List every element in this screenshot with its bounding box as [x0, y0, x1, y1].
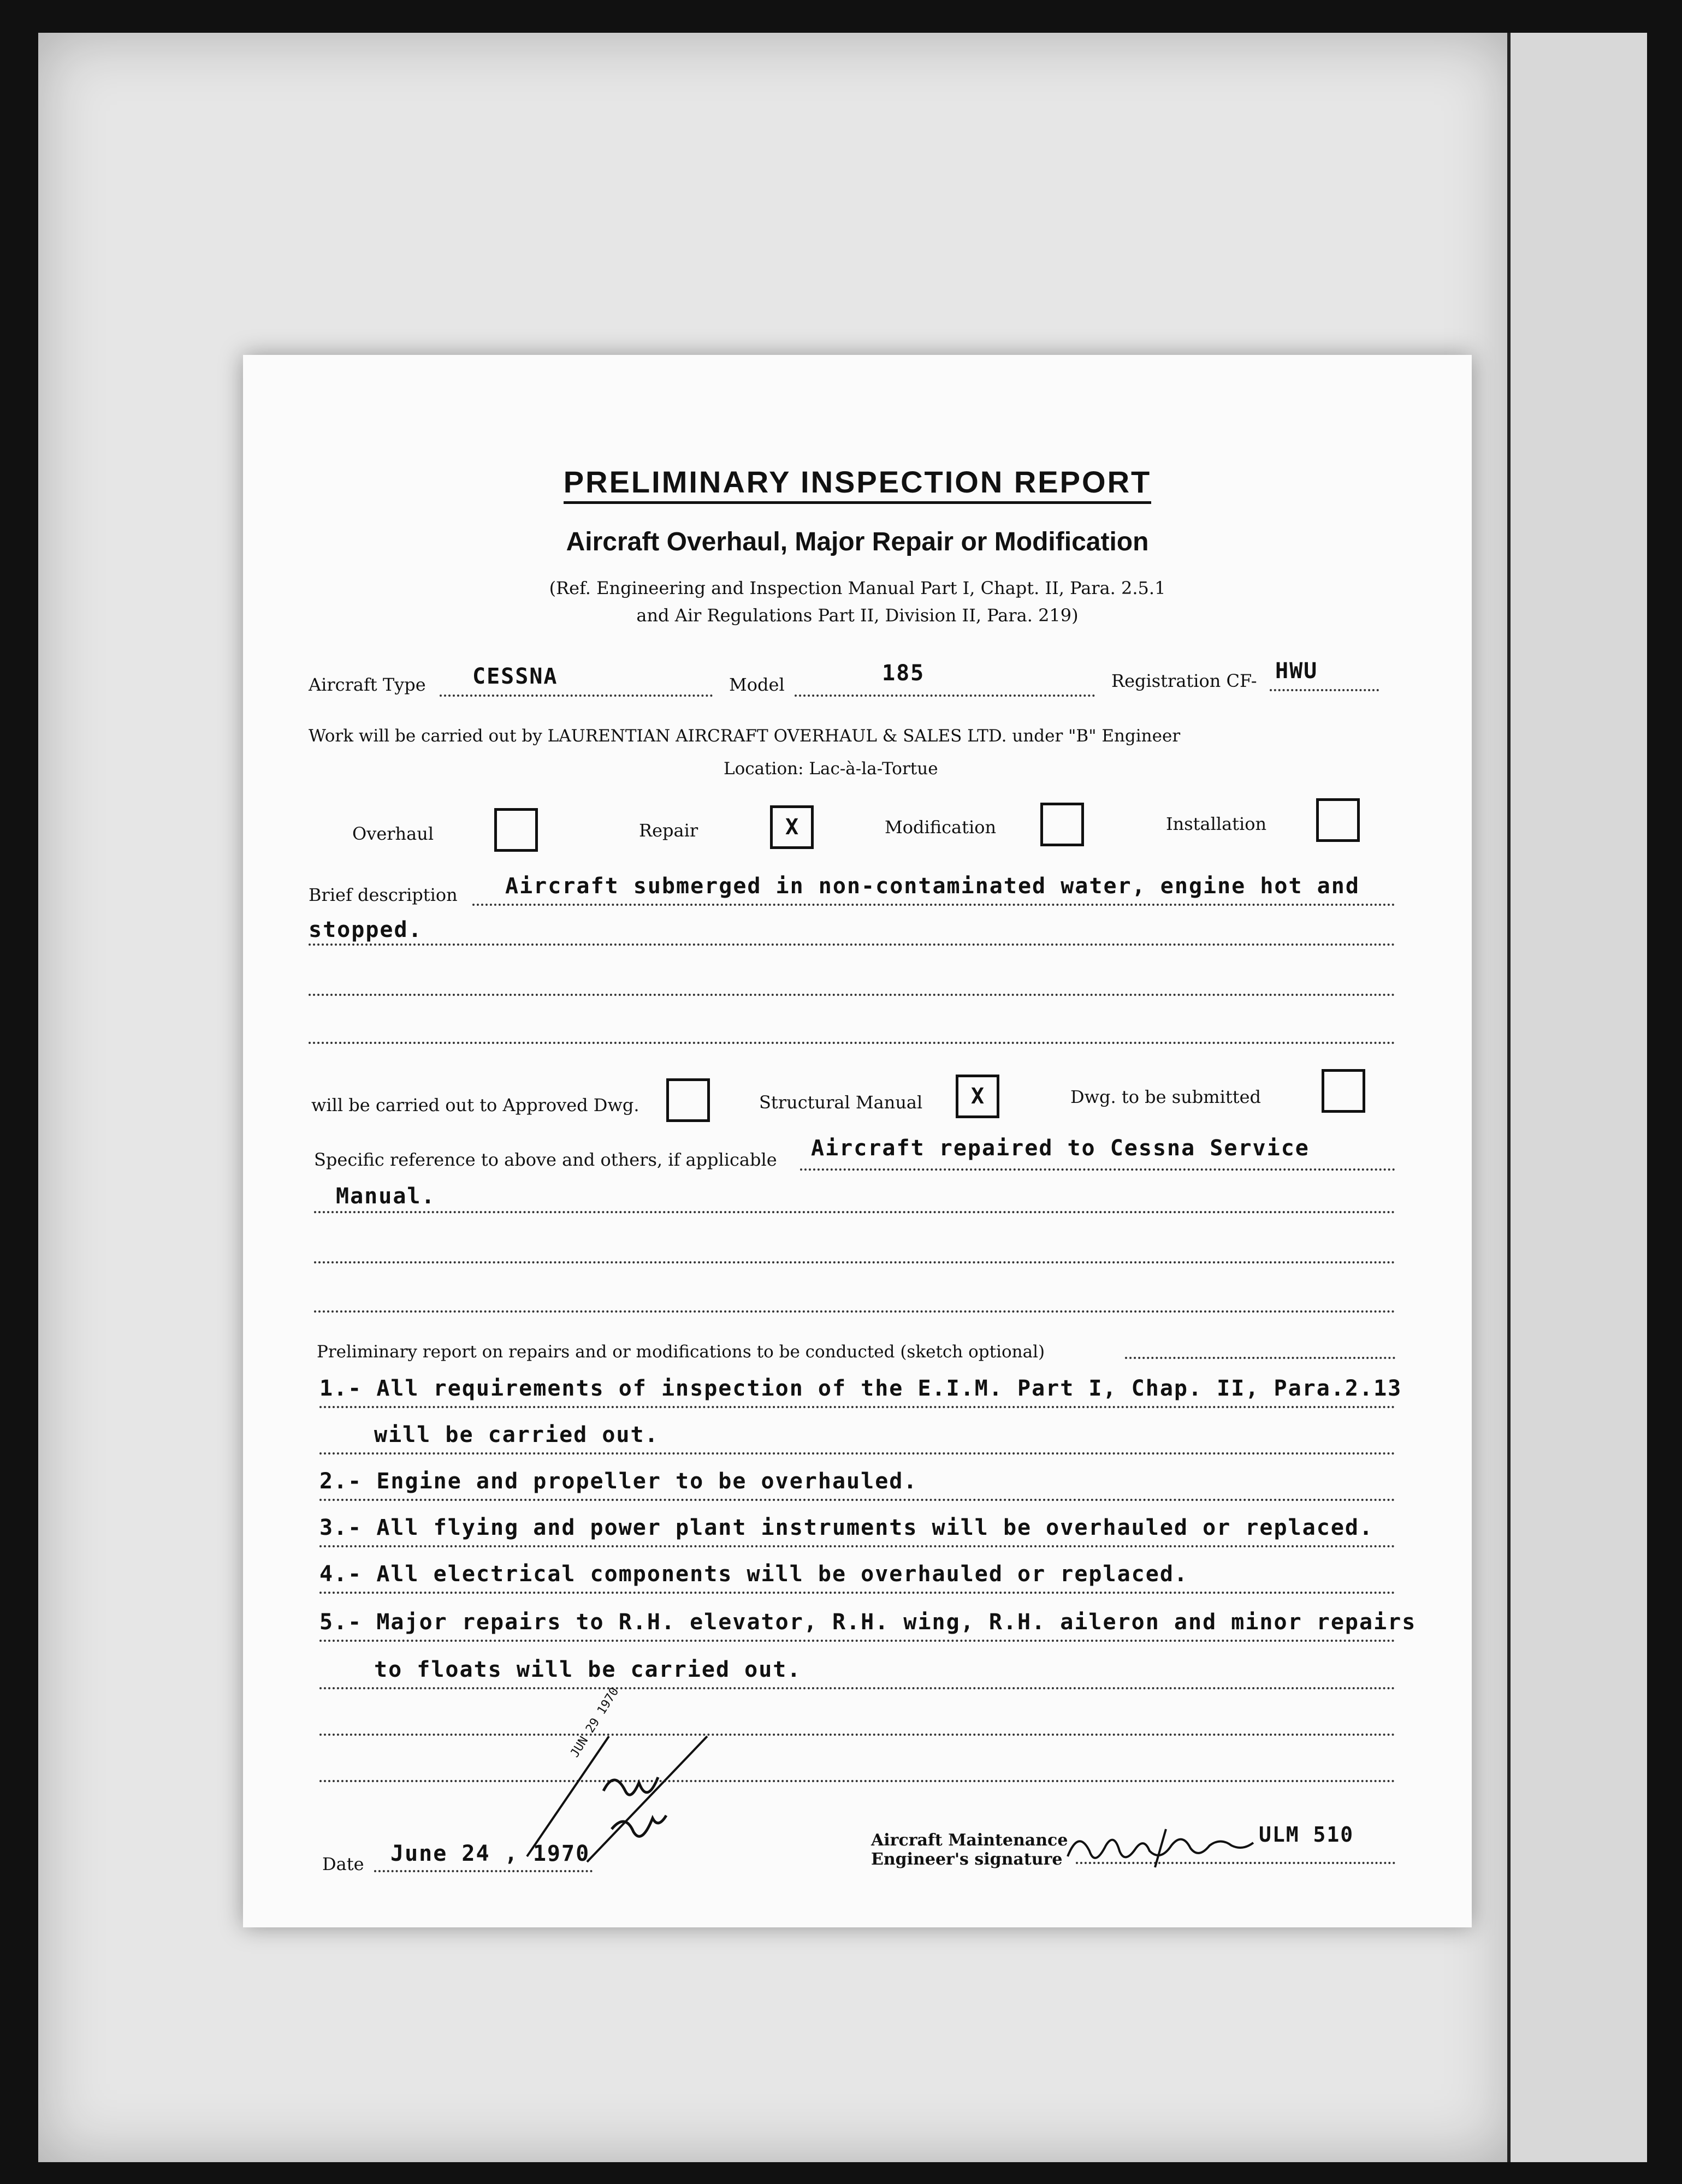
preliminary-report-label: Preliminary report on repairs and or modifications to be conducted (sketch optional) — [317, 1342, 1045, 1362]
preliminary-dots-0 — [1125, 1357, 1395, 1359]
category-label-overhaul: Overhaul — [352, 823, 434, 844]
date-dots — [374, 1870, 593, 1872]
date-label: Date — [322, 1854, 364, 1874]
checkbox-repair[interactable]: X — [770, 805, 814, 849]
work-statement: Work will be carried out by LAURENTIAN AIRCRAFT OVERHAUL & SALES LTD. under "B" Engineer — [309, 726, 1181, 746]
specific-reference-label: Specific reference to above and others, if applicable — [314, 1149, 777, 1170]
description-dots-4 — [309, 1042, 1395, 1044]
engineer-label-2: Engineer's signature — [871, 1850, 1063, 1869]
checkbox-installation[interactable] — [1316, 798, 1360, 842]
registration-dots — [1270, 689, 1379, 691]
repair-item-1: 1.- All requirements of inspection of the E.I.M. Part I, Chap. II, Para.2.13 — [319, 1376, 1402, 1401]
preliminary-dots-7 — [319, 1687, 1395, 1689]
dwg-submitted-label: Dwg. to be submitted — [1070, 1087, 1261, 1107]
repair-item-5: 5.- Major repairs to R.H. elevator, R.H. wing, R.H. aileron and minor repairs — [319, 1610, 1417, 1635]
description-dots-1 — [472, 904, 1395, 906]
aircraft-type-label: Aircraft Type — [309, 674, 426, 695]
reference-line-1: (Ref. Engineering and Inspection Manual Part I, Chapt. II, Para. 2.5.1 — [549, 578, 1166, 598]
engineer-label-1: Aircraft Maintenance — [871, 1831, 1068, 1850]
aircraft-type-value: CESSNA — [472, 664, 558, 689]
registration-value: HWU — [1275, 658, 1318, 684]
preliminary-dots-3 — [319, 1499, 1395, 1501]
description-dots-2 — [309, 943, 1395, 946]
reference-dots-3 — [314, 1261, 1395, 1263]
preliminary-dots-6 — [319, 1640, 1395, 1642]
model-value: 185 — [882, 661, 925, 686]
preliminary-dots-4 — [319, 1545, 1395, 1547]
preliminary-dots-5 — [319, 1592, 1395, 1594]
checkbox-dwg-submitted[interactable] — [1322, 1069, 1365, 1113]
category-label-repair: Repair — [639, 820, 698, 841]
structural-manual-label: Structural Manual — [759, 1092, 923, 1113]
preliminary-dots-2 — [319, 1452, 1395, 1455]
checkbox-approved-dwg[interactable] — [666, 1078, 710, 1122]
checkbox-structural-manual[interactable]: X — [956, 1075, 999, 1118]
model-label: Model — [729, 674, 785, 695]
registration-label: Registration CF- — [1111, 670, 1257, 691]
repair-item-2: 2.- Engine and propeller to be overhauled. — [319, 1469, 918, 1494]
repair-item-4: 4.- All electrical components will be overhauled or replaced. — [319, 1562, 1189, 1587]
engineer-signature — [1062, 1824, 1281, 1873]
work-location: Location: Lac-à-la-Tortue — [724, 759, 938, 779]
description-line-1: Aircraft submerged in non-contaminated water, engine hot and — [505, 874, 1360, 899]
repair-item-5-cont: to floats will be carried out. — [374, 1657, 802, 1682]
preliminary-dots-1 — [319, 1406, 1395, 1408]
reference-dots-2 — [314, 1211, 1395, 1213]
checkbox-modification[interactable] — [1040, 803, 1084, 846]
checkbox-overhaul[interactable] — [494, 808, 538, 852]
form-title: PRELIMINARY INSPECTION REPORT — [243, 464, 1472, 500]
approved-dwg-label: will be carried out to Approved Dwg. — [311, 1095, 639, 1115]
model-dots — [795, 695, 1095, 697]
preliminary-dots-9 — [319, 1780, 1395, 1782]
reference-line-2-value: Manual. — [336, 1184, 436, 1209]
brief-description-label: Brief description — [309, 885, 458, 905]
form-subtitle: Aircraft Overhaul, Major Repair or Modification — [566, 527, 1149, 556]
engineer-license: ULM 510 — [1259, 1823, 1354, 1847]
aircraft-type-dots — [440, 695, 713, 697]
description-dots-3 — [309, 994, 1395, 996]
description-line-2: stopped. — [309, 917, 423, 942]
inspection-form — [243, 355, 1472, 1927]
repair-item-1-cont: will be carried out. — [374, 1422, 659, 1447]
category-label-modification: Modification — [885, 817, 997, 838]
reference-dots-1 — [800, 1168, 1395, 1171]
reference-line-2: and Air Regulations Part II, Division II, Para. 219) — [636, 605, 1079, 626]
reference-dots-4 — [314, 1310, 1395, 1313]
reference-note — [243, 574, 1472, 629]
reference-line-1-value: Aircraft repaired to Cessna Service — [811, 1136, 1310, 1161]
repair-item-3: 3.- All flying and power plant instruments will be overhauled or replaced. — [319, 1515, 1374, 1540]
date-value: June 24 , 1970 — [390, 1841, 590, 1866]
category-label-installation: Installation — [1166, 814, 1267, 834]
preliminary-dots-8 — [319, 1734, 1395, 1736]
backing-edge — [1507, 33, 1647, 2162]
stamp-date: JUN 29 1970 — [568, 1685, 622, 1760]
